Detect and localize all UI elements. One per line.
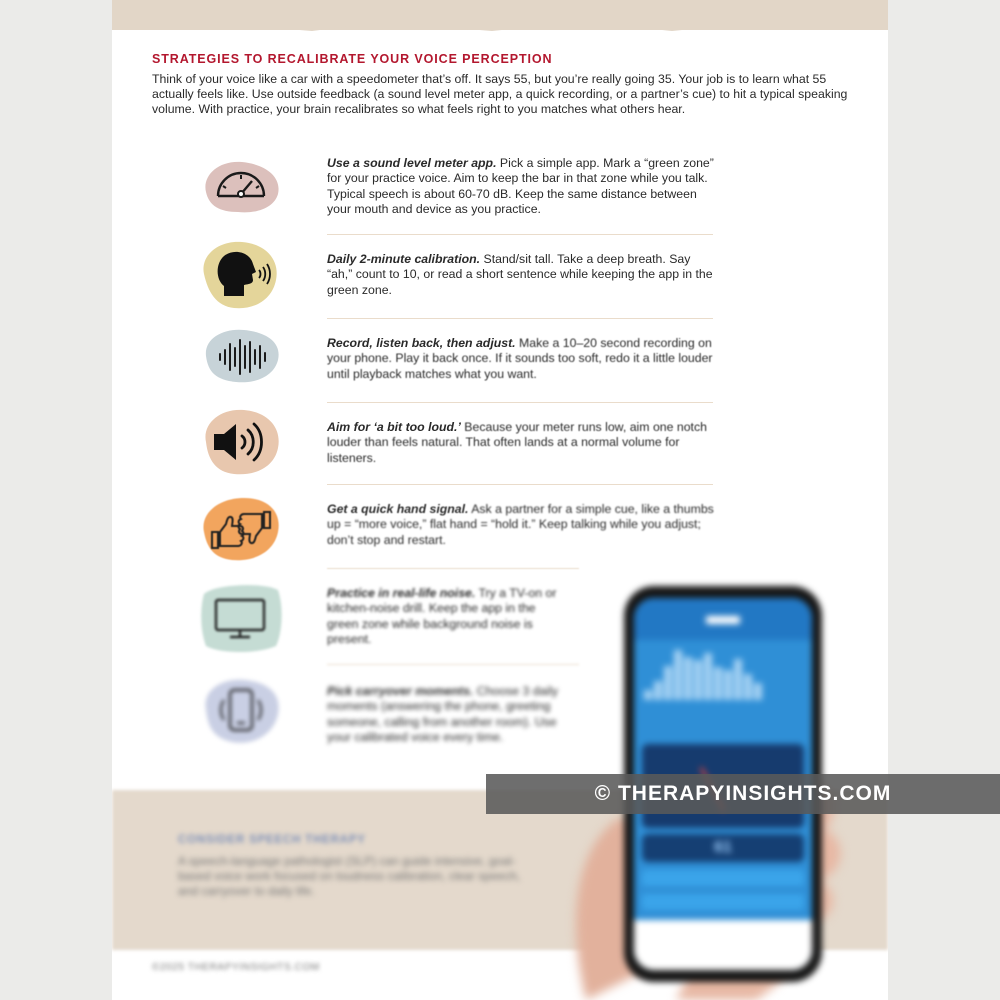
phone-vibrate-icon	[198, 676, 284, 738]
speedometer-icon	[198, 156, 284, 218]
strategy-item	[112, 494, 888, 574]
strategy-body: Pick a simple app. Mark a “green zone” for your practice voice. Aim to keep the bar in that zone while you talk. Typical speech is about 60-70 dB. Keep the same distance between your mouth and device as you practice.	[327, 156, 714, 216]
speaker-icon	[198, 408, 284, 470]
strategy-text	[327, 586, 557, 647]
level-bar	[674, 650, 682, 700]
torn-paper-edge	[112, 22, 888, 34]
strategy-text	[327, 684, 573, 745]
strategy-body: Ask a partner for a simple cue, like a thumbs up = “more voice,” flat hand = “hold it.” Keep talking while you adjust; don’t stop and restart.	[327, 502, 714, 547]
divider	[327, 568, 579, 569]
db-reading-panel	[642, 834, 804, 862]
strategy-body: Stand/sit tall. Take a deep breath. Say “ah,” count to 10, or read a short sentence while keeping the app in the green zone.	[327, 252, 713, 297]
app-button	[642, 870, 804, 886]
strategy-text	[327, 336, 719, 382]
level-bar	[754, 683, 762, 700]
strategy-text	[327, 252, 719, 298]
db-reading: 61	[714, 839, 732, 856]
sound-wave-icon	[198, 326, 284, 388]
divider	[327, 402, 713, 403]
strategy-item	[112, 156, 888, 236]
consider-heading: CONSIDER SPEECH THERAPY	[178, 834, 366, 846]
level-bar	[664, 666, 672, 700]
strategy-title: Record, listen back, then adjust.	[327, 336, 516, 350]
app-button	[642, 894, 804, 910]
consider-paragraph: A speech-language pathologist (SLP) can guide intensive, goal-based voice work focused on loudness calibration, clear speech, and carryover to daily life.	[178, 854, 521, 898]
divider	[327, 484, 713, 485]
level-bar	[684, 657, 692, 700]
strategy-title: Use a sound level meter app.	[327, 156, 497, 170]
thumbs-icon	[198, 494, 284, 556]
divider	[327, 664, 579, 665]
strategy-body: Try a TV-on or kitchen-noise drill. Keep the app in the green zone while background noise is present.	[327, 586, 557, 646]
level-bar	[644, 690, 652, 700]
strategy-body: Make a 10–20 second recording on your phone. Play it back once. If it sounds too soft, redo it a little louder until playback matches what you want.	[327, 336, 713, 381]
strategy-text	[327, 156, 719, 217]
divider	[327, 234, 713, 235]
level-bar	[694, 660, 702, 700]
strategy-body: Choose 3 daily moments (answering the phone, greeting someone, calling from another room). Use your calibrated voice every time.	[327, 684, 559, 744]
strategy-title: Pick carryover moments.	[327, 684, 474, 698]
strategy-title: Daily 2-minute calibration.	[327, 252, 481, 266]
strategy-item	[112, 240, 888, 320]
level-bar	[654, 681, 662, 700]
strategy-text	[327, 502, 719, 548]
strategy-item	[112, 326, 888, 406]
divider	[327, 318, 713, 319]
strategy-body: Because your meter runs low, aim one notch louder than feels natural. That often lands at a normal volume for listeners.	[327, 420, 707, 465]
strategy-text	[327, 420, 719, 466]
level-bar	[724, 670, 732, 700]
television-icon	[198, 582, 284, 644]
strategy-title: Aim for ‘a bit too loud.’	[327, 420, 461, 434]
level-bar	[744, 674, 752, 700]
page-heading: STRATEGIES TO RECALIBRATE YOUR VOICE PERCEPTION	[152, 52, 553, 66]
copyright-footer: ©2025 THERAPYINSIGHTS.COM	[152, 962, 320, 973]
level-bar	[704, 653, 712, 700]
watermark-text: © THERAPYINSIGHTS.COM	[594, 782, 892, 805]
strategy-item	[112, 408, 888, 488]
watermark-banner	[486, 774, 1000, 814]
strategy-title: Get a quick hand signal.	[327, 502, 469, 516]
strategy-title: Practice in real-life noise.	[327, 586, 476, 600]
level-bars	[644, 650, 802, 736]
level-bar	[734, 659, 742, 700]
level-bar	[714, 667, 722, 700]
speaking-head-icon	[198, 240, 284, 302]
app-header	[634, 598, 812, 640]
intro-paragraph: Think of your voice like a car with a speedometer that’s off. It says 55, but you’re really going 35. Your job is to learn what 55 actually feels like. Use outside feedback (a sound level meter app, a quick recording, or a partner’s cue) to hit a typical speaking volume. With practice, your brain recalibrates so what feels right to you matches what others hear.	[152, 72, 848, 116]
